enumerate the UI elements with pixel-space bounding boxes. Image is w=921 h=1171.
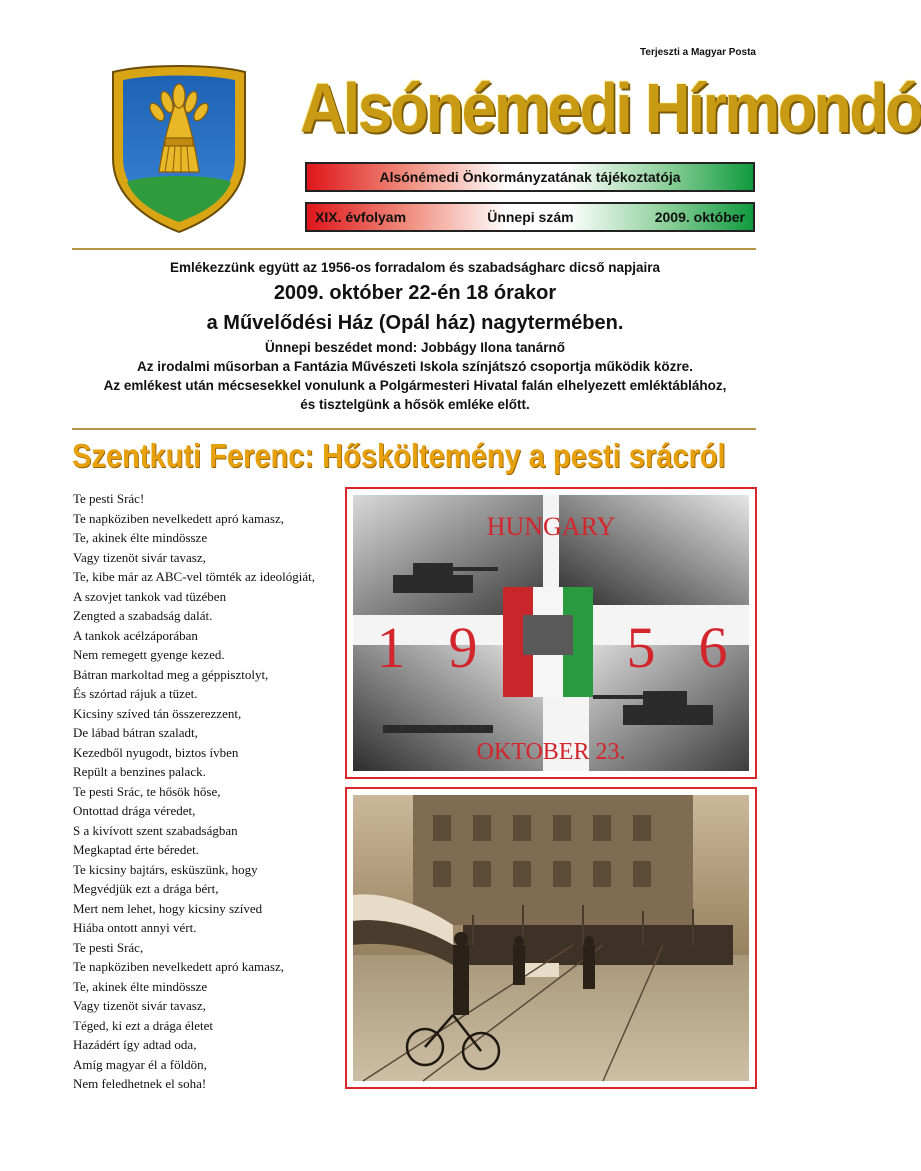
- poem-line: A szovjet tankok vad tüzében: [73, 588, 227, 604]
- poem-text: [73, 489, 348, 1094]
- poster-frame: [345, 487, 757, 779]
- event-notice: [60, 258, 770, 414]
- poem-line: Te kicsiny bajtárs, esküszünk, hogy: [73, 861, 258, 877]
- notice-line: Az emlékest után mécsesekkel vonulunk a Polgármesteri Hivatal falán elhelyezett emléktáblához,: [103, 378, 727, 393]
- poem-line: Nem feledhetnek el soha!: [73, 1076, 207, 1091]
- notice-venue: a Művelődési Ház (Opál ház) nagytermében.: [206, 312, 624, 334]
- poem-line: Zengted a szabadság dalát.: [73, 608, 213, 623]
- poem-line: Kezedből nyugodt, biztos ívben: [73, 744, 239, 760]
- street-march-photo: [353, 795, 749, 1081]
- poem-line: Téged, ki ezt a drága életet: [73, 1017, 214, 1033]
- poster-digit: 9: [448, 615, 478, 680]
- poem-line: Megvédjük ezt a drága bért,: [73, 881, 219, 896]
- subtitle-band: [305, 162, 755, 192]
- masthead-title: Alsónémedi Hírmondó: [300, 69, 921, 147]
- notice-line: és tisztelgünk a hősök emléke előtt.: [300, 397, 530, 412]
- poem-line: Te pesti Srác, te hősök hőse,: [73, 783, 221, 799]
- poem-line: De lábad bátran szaladt,: [73, 725, 198, 740]
- poster-hungary: HUNGARY: [486, 512, 616, 541]
- poem-line: Amíg magyar él a földön,: [73, 1056, 207, 1072]
- notice-line: Ünnepi beszédet mond: Jobbágy Ilona tanárnő: [264, 340, 566, 355]
- date-text: 2009. október: [654, 209, 745, 225]
- poem-line: Te pesti Srác!: [73, 491, 145, 506]
- poem-line: Te napköziben nevelkedett apró kamasz,: [73, 959, 284, 974]
- divider: [72, 428, 756, 430]
- poem-line: Megkaptad érte béredet.: [73, 842, 199, 857]
- poster-digit: 1: [376, 615, 406, 680]
- poem-line: Te, akinek élte mindössze: [73, 530, 208, 545]
- poem-line: S a kivívott szent szabadságban: [73, 822, 238, 838]
- poem-line: Ontottad drága véredet,: [73, 803, 196, 818]
- poem-line: Te pesti Srác,: [73, 939, 144, 955]
- article-title: Szentkuti Ferenc: Hősköltemény a pesti srácról: [72, 437, 726, 474]
- poster-digit: 5: [626, 615, 656, 680]
- poster-october: OKTOBER 23.: [476, 739, 626, 765]
- issue-text: Ünnepi szám: [487, 209, 574, 225]
- revolution-poster-image: [353, 495, 749, 771]
- poem-line: Vagy tizenöt sivár tavasz,: [73, 549, 206, 565]
- poem-line: Bátran markoltad meg a géppisztolyt,: [73, 666, 269, 682]
- volume-text: XIX. évfolyam: [315, 209, 407, 225]
- issue-band: [305, 202, 755, 232]
- notice-line: Emlékezzünk együtt az 1956-os forradalom és szabadságharc dicső napjaira: [170, 260, 660, 275]
- photo-frame: [345, 787, 757, 1089]
- poem-line: Hazádért így adtad oda,: [73, 1037, 197, 1052]
- poem-line: Te, kibe már az ABC-vel tömték az ideológiát,: [73, 569, 316, 584]
- poem-line: Nem remegett gyenge kezed.: [73, 647, 225, 662]
- poem-line: Hiába ontott annyi vért.: [73, 920, 197, 935]
- poem-line: Vagy tizenöt sivár tavasz,: [73, 998, 206, 1013]
- notice-line: Az irodalmi műsorban a Fantázia Művészeti Iskola színjátszó csoportja működik közre.: [137, 359, 693, 374]
- poem-line: Kicsiny szíved tán összerezzent,: [73, 705, 242, 721]
- divider: [72, 248, 756, 250]
- poem-line: És szórtad rájuk a tüzet.: [73, 686, 198, 701]
- notice-date: 2009. október 22-én 18 órakor: [273, 282, 557, 304]
- poem-line: Mert nem lehet, hogy kicsiny szíved: [73, 900, 263, 916]
- poem-line: Te, akinek élte mindössze: [73, 978, 208, 994]
- subtitle-text: Alsónémedi Önkormányzatának tájékoztatója: [379, 169, 681, 185]
- poster-digit: 6: [698, 615, 728, 680]
- distributor-note: Terjeszti a Magyar Posta: [640, 47, 756, 58]
- poem-line: Repült a benzines palack.: [73, 764, 206, 779]
- poem-line: A tankok acélzáporában: [73, 627, 198, 643]
- coat-of-arms-icon: [105, 62, 253, 234]
- poem-line: Te napköziben nevelkedett apró kamasz,: [73, 510, 284, 526]
